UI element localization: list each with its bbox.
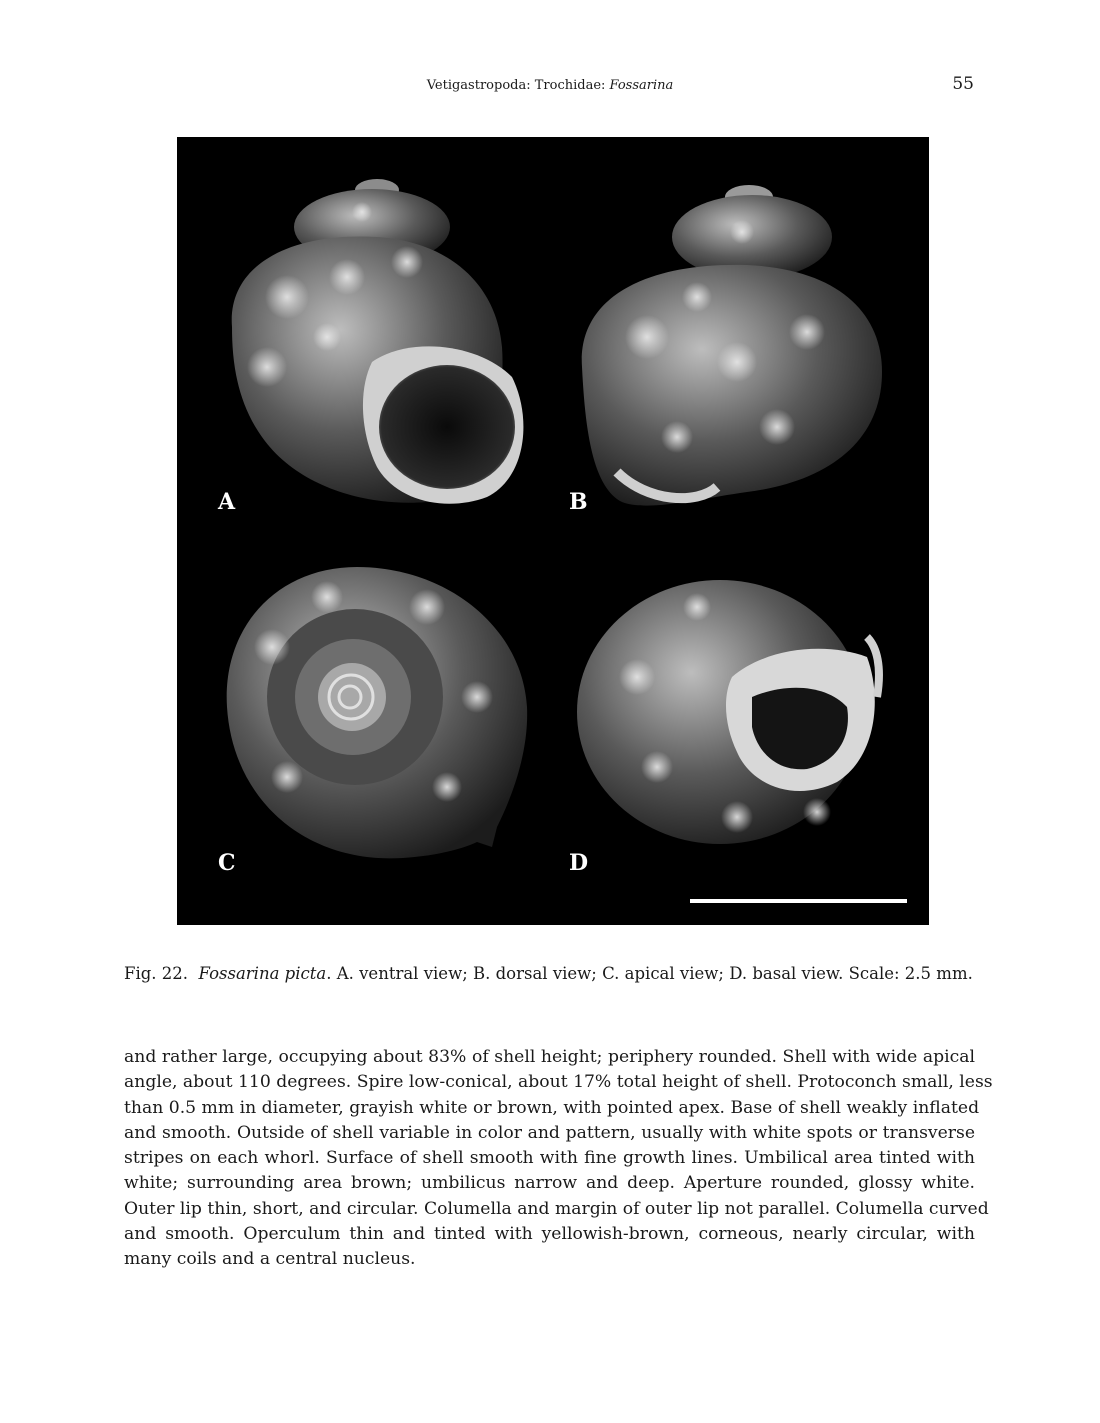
shell-view-d [577,580,879,844]
shell-view-b [582,185,882,506]
body-line: and smooth. Outside of shell variable in color and pattern, usually with white spots or transverse [124,1122,975,1143]
panel-label-a: A [218,489,236,515]
running-head [0,78,1100,93]
body-line: Outer lip thin, short, and circular. Columella and margin of outer lip not parallel. Columella curved [124,1198,989,1219]
body-line: white; surrounding area brown; umbilicus narrow and deep. Aperture rounded, glossy white. [124,1173,975,1194]
shell-view-a [232,179,524,504]
body-line: stripes on each whorl. Surface of shell smooth with fine growth lines. Umbilical area tinted with [124,1148,975,1169]
caption-text: . A. ventral view; B. dorsal view; C. apical view; D. basal view. Scale: 2.5 mm. [326,964,973,983]
shell-view-c [227,567,527,858]
panel-label-b: B [569,489,588,515]
caption-fig-number: Fig. 22. [124,964,189,983]
shell-photographs [177,137,929,925]
scale-bar [690,899,907,903]
running-head-genus: Fossarina [609,78,674,93]
panel-label-d: D [569,850,589,876]
body-line: angle, about 110 degrees. Spire low-conical, about 17% total height of shell. Protoconch small, less [124,1072,993,1093]
figure-caption [124,964,984,983]
body-paragraph [124,1045,993,1273]
panel-label-c: C [218,850,236,876]
caption-species: Fossarina picta [198,964,327,983]
body-line: and smooth. Operculum thin and tinted with yellowish-brown, corneous, nearly circular, with [124,1224,975,1245]
body-line: than 0.5 mm in diameter, grayish white or brown, with pointed apex. Base of shell weakly inflated [124,1097,980,1118]
running-head-prefix: Vetigastropoda: Trochidae: [426,78,610,93]
body-line: and rather large, occupying about 83% of shell height; periphery rounded. Shell with wide apical [124,1047,975,1067]
page-number: 55 [952,74,974,94]
body-line: many coils and a central nucleus. [124,1249,416,1270]
figure-plate [177,137,929,925]
